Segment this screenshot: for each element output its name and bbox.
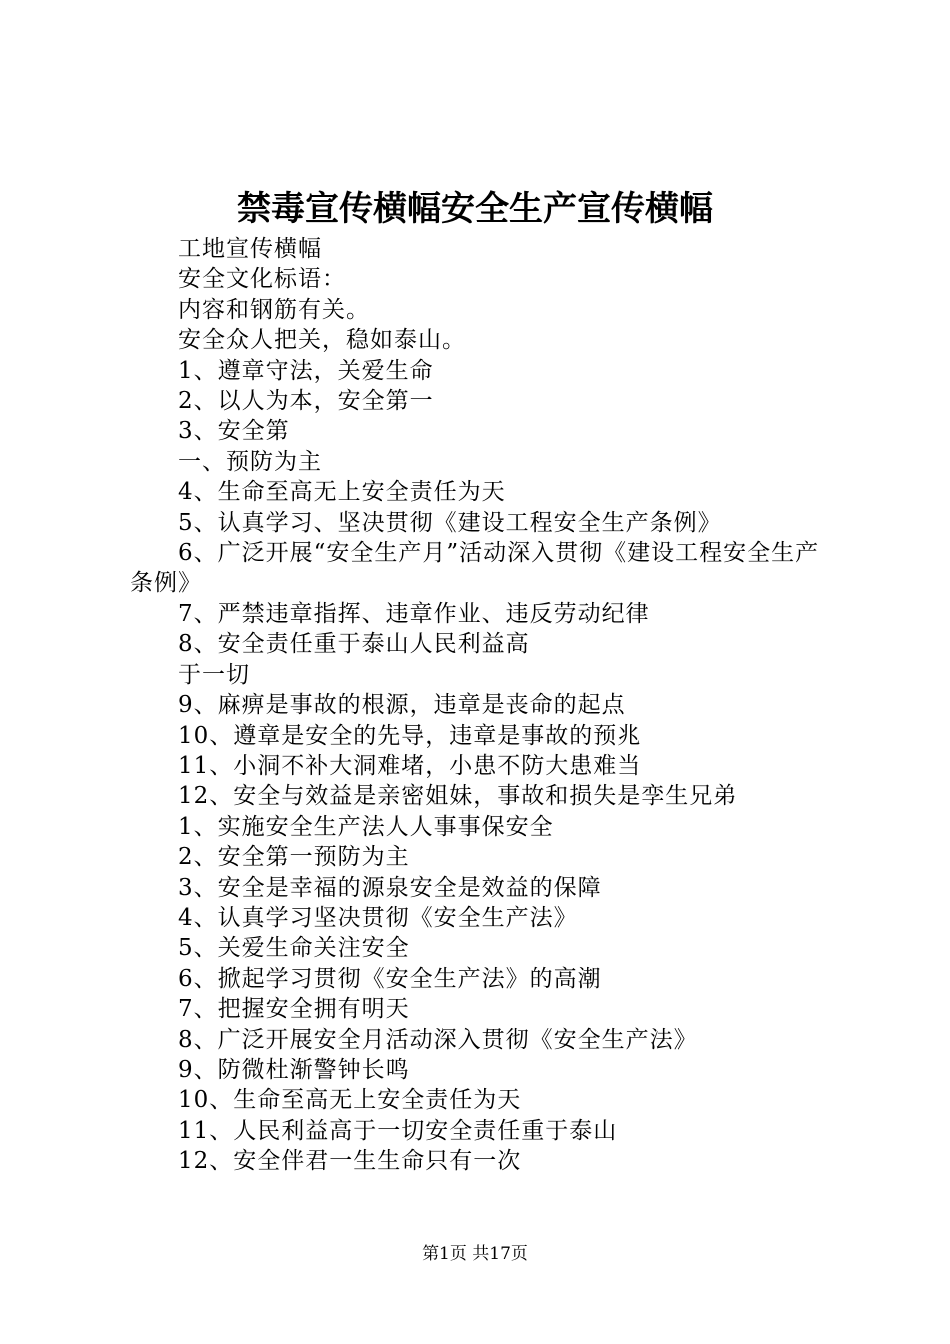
paragraph: 内容和钢筋有关。 — [178, 296, 370, 323]
paragraph: 11、小洞不补大洞难堵，小患不防大患难当 — [178, 752, 642, 779]
paragraph: 11、人民利益高于一切安全责任重于泰山 — [178, 1117, 618, 1144]
paragraph: 工地宣传横幅 — [178, 236, 322, 262]
page-footer: 第1页 共17页 — [422, 1244, 528, 1264]
paragraph: 4、认真学习坚决贯彻《安全生产法》 — [178, 904, 578, 931]
paragraph: 3、安全第 — [178, 418, 290, 445]
paragraph: 安全众人把关，稳如泰山。 — [178, 327, 466, 354]
paragraph: 一、预防为主 — [178, 448, 322, 475]
paragraph: 6、掀起学习贯彻《安全生产法》的高潮 — [178, 965, 602, 992]
document-body — [130, 234, 830, 1177]
paragraph: 8、安全责任重于泰山人民利益高 — [178, 631, 530, 658]
paragraph: 7、严禁违章指挥、违章作业、违反劳动纪律 — [178, 600, 650, 627]
paragraph: 3、安全是幸福的源泉安全是效益的保障 — [178, 874, 602, 901]
paragraph: 5、认真学习、坚决贯彻《建设工程安全生产条例》 — [178, 509, 722, 536]
document-title: 禁毒宣传横幅安全生产宣传横幅 — [237, 189, 713, 229]
paragraph: 5、关爱生命关注安全 — [178, 935, 410, 962]
paragraph: 安全文化标语： — [178, 266, 346, 293]
paragraph: 12、安全伴君一生生命只有一次 — [178, 1148, 522, 1175]
paragraph: 9、麻痹是事故的根源，违章是丧命的起点 — [178, 692, 626, 719]
paragraph: 1、遵章守法，关爱生命 — [178, 357, 434, 384]
paragraph: 2、安全第一预防为主 — [178, 844, 410, 871]
paragraph: 于一切 — [178, 661, 250, 688]
paragraph: 2、以人为本，安全第一 — [178, 388, 434, 415]
paragraph: 7、把握安全拥有明天 — [178, 996, 410, 1023]
paragraph: 6、广泛开展“安全生产月”活动深入贯彻《建设工程安全生产条例》 — [130, 540, 820, 597]
paragraph: 10、遵章是安全的先导，违章是事故的预兆 — [178, 722, 642, 749]
paragraph: 9、防微杜渐警钟长鸣 — [178, 1056, 410, 1083]
paragraph: 8、广泛开展安全月活动深入贯彻《安全生产法》 — [178, 1026, 698, 1053]
paragraph: 1、实施安全生产法人人事事保安全 — [178, 813, 554, 840]
paragraph: 4、生命至高无上安全责任为天 — [178, 479, 506, 506]
paragraph: 10、生命至高无上安全责任为天 — [178, 1087, 522, 1114]
paragraph: 12、安全与效益是亲密姐妹，事故和损失是孪生兄弟 — [178, 783, 738, 810]
